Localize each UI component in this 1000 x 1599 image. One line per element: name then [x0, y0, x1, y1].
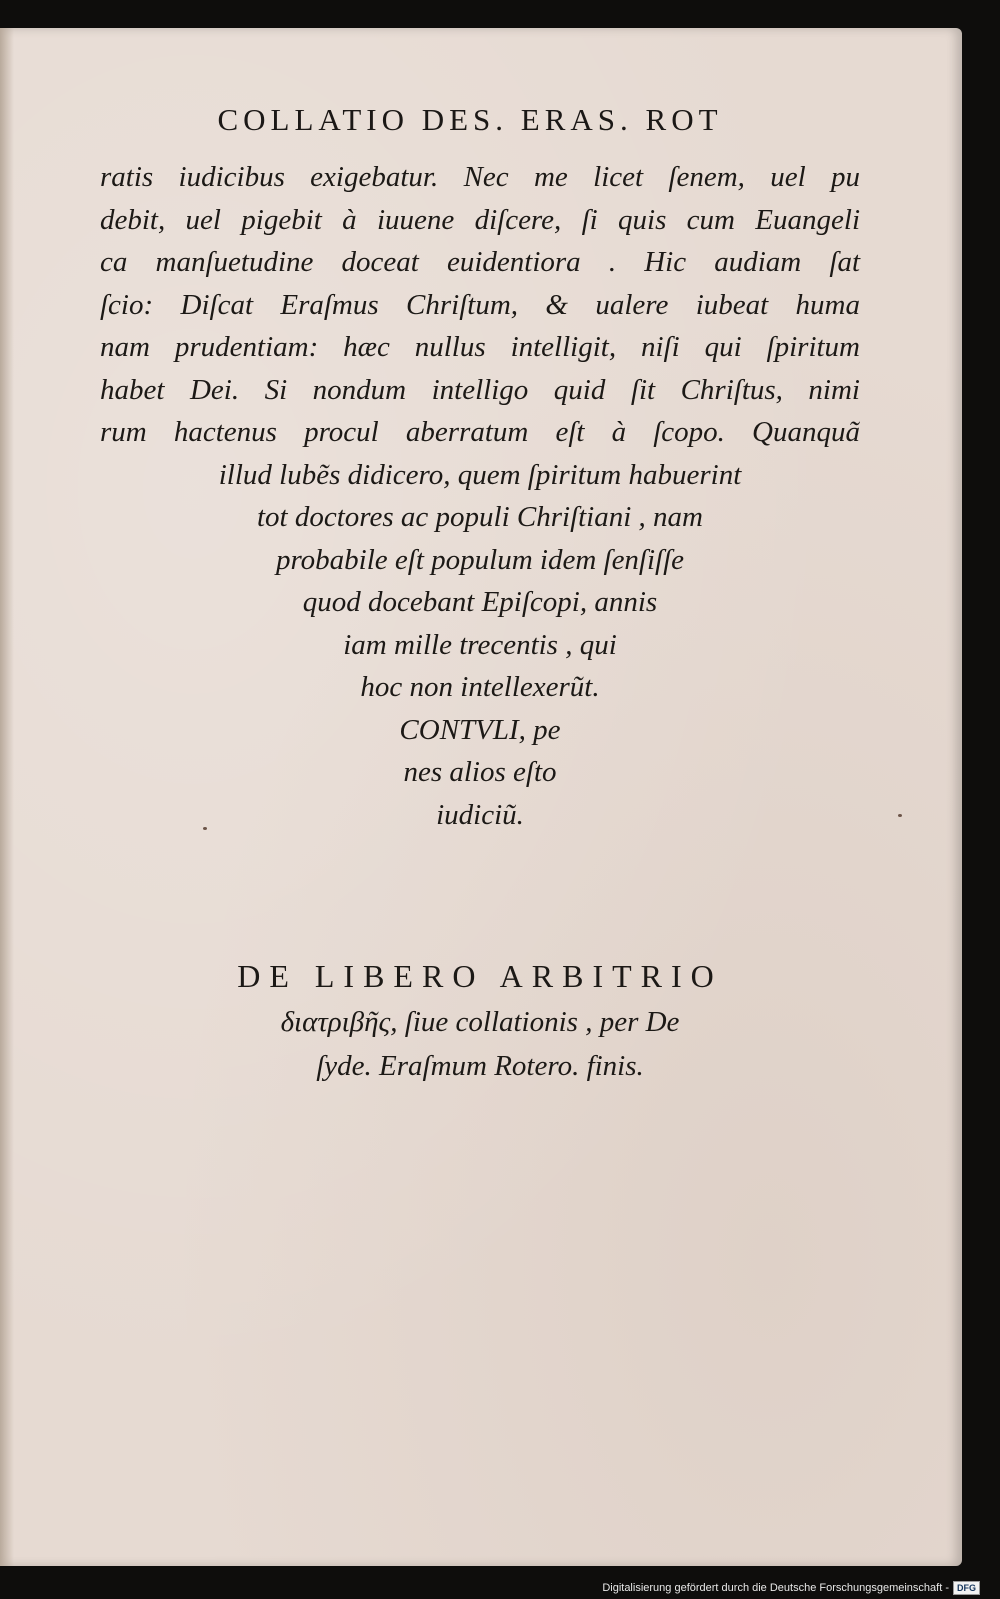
text-line: habet Dei. Si nondum intelligo quid ſit Chriſtus, nimi	[100, 373, 860, 406]
paper-speck	[203, 827, 207, 830]
colophon-line: διατριβῆς, ſiue collationis , per De	[280, 1006, 680, 1038]
text-line: hoc non intellexerũt.	[360, 671, 600, 703]
colophon-title: DE LIBERO ARBITRIO	[237, 958, 723, 994]
text-line: tot doctores ac populi Chriſtiani , nam	[256, 501, 703, 533]
body-text	[60, 156, 900, 836]
text-line: nam prudentiam: hæc nullus intelligit, niſi qui ſpiritum	[100, 331, 860, 363]
paper-speck	[898, 814, 902, 817]
dfg-logo: DFG	[953, 1581, 980, 1595]
text-line: ſcio: Diſcat Eraſmus Chriſtum, & ualere iubeat huma	[100, 288, 860, 321]
footer-text: Digitalisierung gefördert durch die Deutsche Forschungsgemeinschaft -	[602, 1582, 949, 1594]
text-line: illud lubẽs didicero, quem ſpiritum habuerint	[218, 458, 742, 491]
running-head: COLLATIO DES. ERAS. ROT	[217, 102, 723, 137]
text-line: nes alios eſto	[403, 756, 557, 788]
text-line: ca manſuetudine doceat euidentiora . Hic audiam ſat	[100, 246, 860, 278]
text-line: quod docebant Epiſcopi, annis	[302, 586, 658, 618]
text-line: debit, uel pigebit à iuuene diſcere, ſi quis cum Euangeli	[100, 203, 860, 236]
colophon-line: ſyde. Eraſmum Rotero. finis.	[316, 1050, 644, 1082]
text-line: iam mille trecentis , qui	[343, 628, 617, 661]
colophon	[60, 952, 900, 1088]
text-line: ratis iudicibus exigebatur. Nec me licet ſenem, uel pu	[100, 161, 860, 193]
text-line: iudiciũ.	[436, 798, 524, 831]
text-line: probabile eſt populum idem ſenſiſſe	[275, 543, 685, 576]
text-line: rum hactenus procul aberratum eſt à ſcopo. Quanquã	[100, 416, 860, 448]
digitization-footer	[602, 1581, 980, 1595]
page-gutter-shadow	[0, 28, 14, 1566]
text-line: CONTVLI, pe	[399, 713, 561, 746]
